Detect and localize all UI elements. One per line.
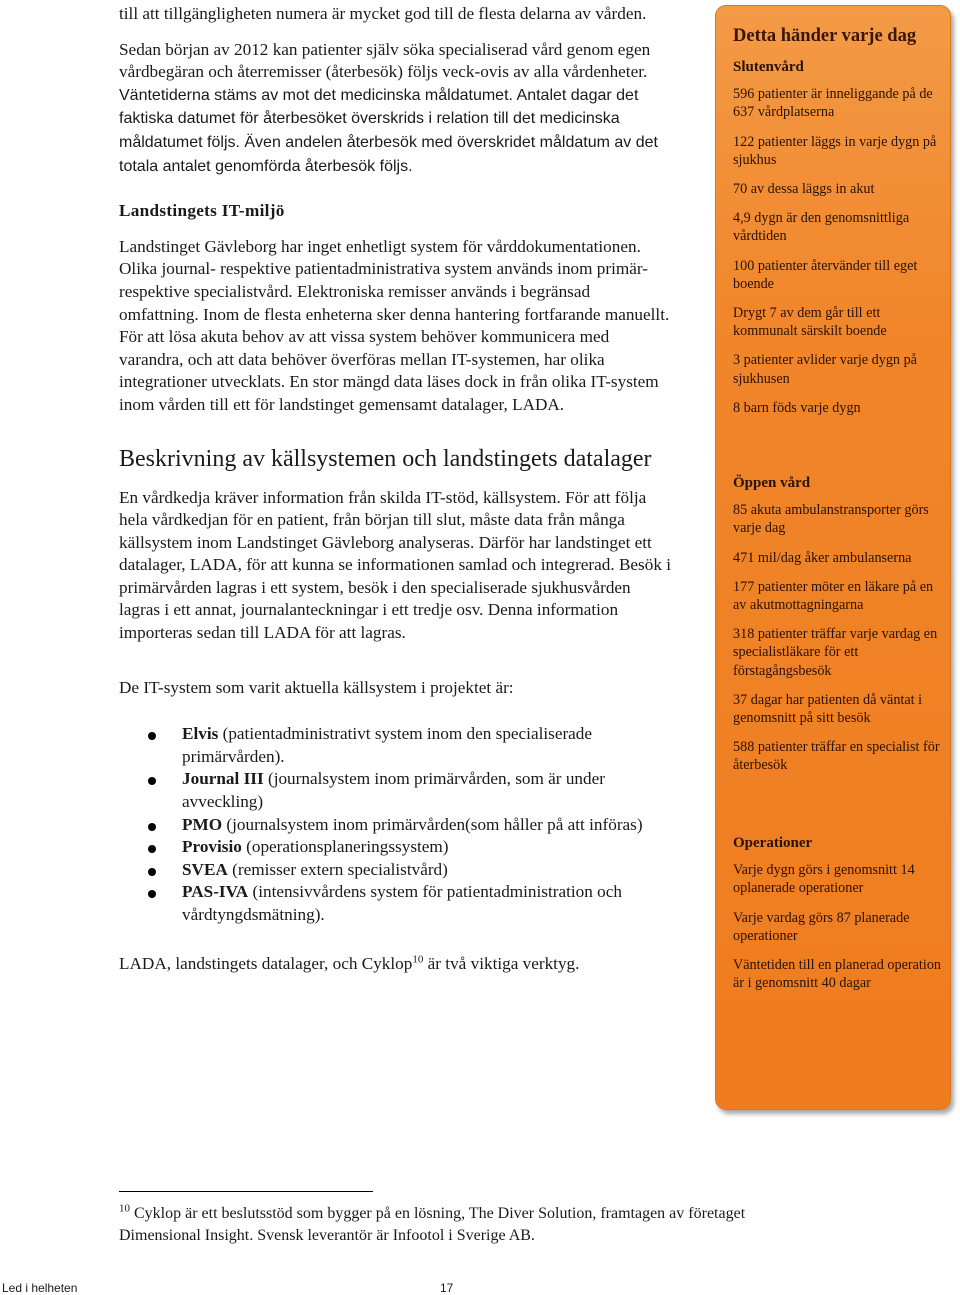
list-item: [119, 859, 674, 882]
bullet-icon: [148, 890, 156, 898]
footnote-text: Cyklop är ett beslutsstöd som bygger på en lösning, The Diver Solution, framtagen av företaget Dimensional Insight. Svensk leverantör är Infootol i Sverige AB.: [119, 1205, 746, 1244]
paragraph-tools: [119, 953, 674, 976]
sidebar-fact: 588 patienter träffar en specialist för återbesök: [733, 739, 940, 774]
system-description: (journalsystem inom primärvården, som är under avveckling): [182, 769, 605, 812]
system-description: (intensivvårdens system för patientadministration och vårdtyngdsmätning).: [182, 882, 622, 924]
footer-title: Led i helheten: [2, 1281, 78, 1295]
bullet-icon: [148, 823, 156, 831]
main-column: [119, 0, 674, 975]
system-description: (operationsplaneringssystem): [241, 837, 449, 857]
system-name: Elvis: [182, 724, 219, 744]
footnote: [119, 1203, 759, 1247]
bullet-icon: [148, 732, 156, 740]
sidebar-fact: 318 patienter träffar varje vardag en specialistläkare för ett förstagångsbesök: [733, 626, 938, 679]
sidebar-group-operations: [733, 834, 943, 1003]
bullet-icon: [148, 868, 156, 876]
paragraph-systems-intro: De IT-system som varit aktuella källsystem i projektet är:: [119, 677, 514, 697]
paragraph-care-chain: En vårdkedja kräver information från skilda IT-stöd, källsystem. För att följa hela vårdkedjan för en patient, från början till slut, måste data från många källsystem inom Landstinget Gävleborg analyseras. Därför har landstinget ett datalager, LADA, för att kunna se informationen samlad och integrerad. Besök i primärvården lagras i ett system, besök i den specialiserade sjukhusvården lagras i ett annat, journalanteckningar i ett tredje osv. Denna information importeras sedan till LADA för att lagras.: [119, 487, 671, 643]
system-name: PAS-IVA: [182, 882, 249, 902]
system-name: Journal III: [182, 769, 264, 789]
sidebar-fact: 8 barn föds varje dygn: [733, 399, 861, 416]
footnote-number: 10: [119, 1202, 130, 1215]
system-name: Provisio: [182, 837, 242, 857]
page-number: 17: [440, 1281, 454, 1295]
section-heading: Beskrivning av källsystemen och landstingets datalager: [119, 445, 652, 472]
sidebar-fact: 85 akuta ambulanstransporter görs varje dag: [733, 502, 929, 537]
sidebar-fact: Drygt 7 av dem går till ett kommunalt särskilt boende: [733, 305, 887, 340]
sidebar-fact: 122 patienter läggs in varje dygn på sjukhus: [733, 133, 937, 168]
paragraph-waiting-times: [119, 39, 674, 179]
bullet-icon: [148, 845, 156, 853]
sidebar-group-outpatient: [733, 474, 943, 786]
list-item: [119, 881, 674, 926]
footnote-divider: [119, 1191, 373, 1192]
paragraph-waiting-times-sans: Väntetiderna stäms av mot det medicinska måldatumet. Antalet dagar det faktiska datumet för återbesöket överskrids i relation till det medicinska måldatumet följs. Även andelen återbesök med överskridet måldatum av det totala antalet genomförda återbesök följs.: [119, 86, 658, 175]
sidebar-fact: 177 patienter möter en läkare på en av akutmottagningarna: [733, 578, 934, 614]
sidebar-group-inpatient: [733, 58, 943, 428]
paragraph-intro: till att tillgängligheten numera är mycket god till de flesta delarna av vården.: [119, 4, 647, 23]
subheading-it-environment: Landstingets IT-miljö: [119, 201, 285, 221]
sidebar-fact: 4,9 dygn är den genomsnittliga vårdtiden: [733, 210, 910, 245]
list-item: [119, 723, 674, 768]
tools-text: LADA, landstingets datalager, och Cyklop: [119, 953, 413, 973]
sidebar-fact: Väntetiden till en planerad operation är i genomsnitt 40 dagar: [733, 957, 942, 992]
sidebar-fact: 471 mil/dag åker ambulanserna: [733, 549, 912, 566]
paragraph-waiting-times-serif: Sedan början av 2012 kan patienter själv söka specialiserad vård genom egen vårdbegäran och återremisser (återbesök) följs veck-ovis av alla vårdenheter.: [119, 39, 651, 82]
source-systems-list: [119, 723, 674, 926]
sidebar-fact: 100 patienter återvänder till eget boende: [733, 257, 918, 292]
sidebar-fact: Varje dygn görs i genomsnitt 14 oplanerade operationer: [733, 862, 915, 897]
bullet-icon: [148, 777, 156, 785]
system-name: PMO: [182, 814, 223, 834]
system-description: (patientadministrativt system inom den specialiserade primärvården).: [182, 724, 593, 766]
footnote-reference[interactable]: 10: [412, 952, 424, 965]
system-description: (journalsystem inom primärvården(som håller på att införas): [222, 814, 643, 834]
sidebar-fact: 70 av dessa läggs in akut: [733, 181, 875, 198]
sidebar-fact: Varje vardag görs 87 planerade operationer: [733, 909, 910, 944]
sidebar-group-heading: Operationer: [733, 835, 813, 851]
sidebar-group-heading: Slutenvård: [733, 59, 804, 75]
list-item: [119, 768, 674, 813]
system-name: SVEA: [182, 859, 228, 879]
sidebar-group-heading: Öppen vård: [733, 475, 811, 491]
system-description: (remisser extern specialistvård): [227, 859, 448, 879]
sidebar-fact: 596 patienter är inneliggande på de 637 vårdplatserna: [733, 86, 933, 121]
sidebar-title: Detta händer varje dag: [733, 26, 917, 46]
list-item: [119, 814, 674, 837]
facts-sidebar: [715, 5, 951, 1110]
paragraph-it-environment: Landstinget Gävleborg har inget enhetligt system för vårddokumentationen. Olika journal- respektive patientadministrativa system används inom primär- respektive specialistvård. Elektroniska remisser används i begränsad omfattning. Inom de flesta enheterna sker denna hantering fortfarande manuellt. För att lösa akuta behov av att vissa system behöver kommunicera med varandra, och att data behöver överföras mellan IT-systemen, har olika integrationer utvecklats. En stor mängd data läses dock in från olika IT-system inom vården till ett för landstinget gemensamt datalager, LADA.: [119, 236, 670, 414]
list-item: [119, 836, 674, 859]
tools-text-end: är två viktiga verktyg.: [423, 953, 580, 973]
sidebar-fact: 3 patienter avlider varje dygn på sjukhusen: [733, 352, 917, 387]
sidebar-fact: 37 dagar har patienten då väntat i genomsnitt på sitt besök: [733, 691, 923, 727]
